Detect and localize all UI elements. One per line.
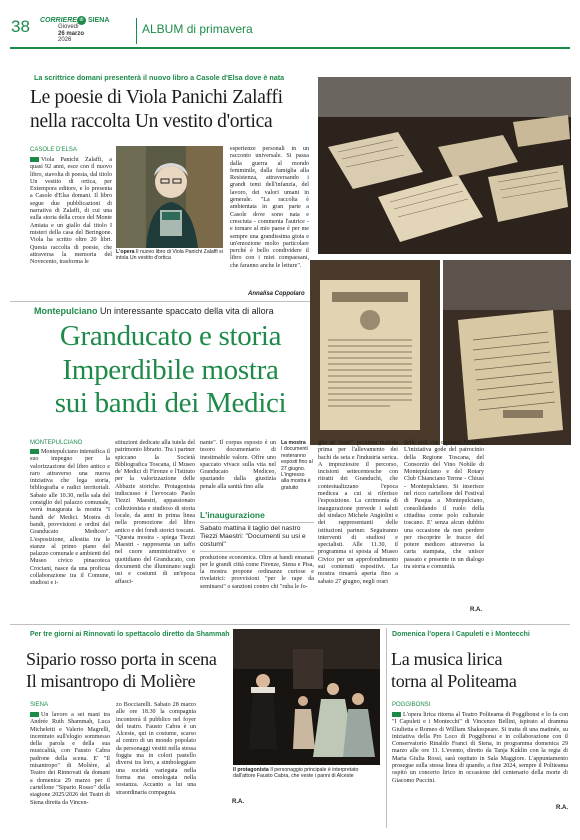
- lead-square-icon: [30, 157, 39, 162]
- section-album: ALBUM: [142, 22, 184, 36]
- article4-headline: [391, 648, 517, 692]
- divider-bottom: [10, 624, 570, 625]
- lead-square-icon: [30, 449, 39, 454]
- article2-headline-line3: sui bandi dei Medici: [54, 387, 287, 419]
- divider-article1: [10, 301, 310, 302]
- article1-headline-line2: nella raccolta Un vestito d'ortica: [30, 111, 273, 132]
- lead-square-icon: [30, 712, 39, 717]
- box-line1: Sabato mattina il taglio del nastro: [200, 524, 301, 532]
- article2-col1: Montepulciano intensifica il suo impegno per la valorizzazione del libro antico e raro attraverso una nuova iniziativa che lega storia, bibliografia e radici territoriali. Sabato alle 10.30, nella sala del consiglio del palazzo comunale, verrà inaugurata la mostra "I bandi de' Medici. Mostra di bandi, provvisioni e ordini del Granducato Mediceo". L'esposizione, allestita tra le stanze al primo piano del palazzo comunale e ambienti del Museo civico pinacoteca Crociani, nasce da una proficua collaborazione tra il Comune, studiosi e i-: [30, 449, 110, 587]
- article2-headline: [28, 320, 313, 421]
- article4-body: L'opera lirica ritorna al Teatro Politeama di Poggibonsi e lo fa con "I Capuleti e i Montecchi" di Vincenzo Bellini, ispirato al dramma Giulietta e Romeo di William Shakespeare. Si tratta di una matinée, su iniziativa della Pro Loco di Poggibonsi e in collaborazione con il Conservatorio Rinaldo Franci di Siena, in programma domenica 29 marzo alle ore 11. L'evento, diretto da Tanja Kuklin con la regia di Maria Giulia Rossi, sarà ospitato in Sala Maggiore. L'appuntamento prosegue sulla stessa linea di quando, a fine 2024, sempre il Politeama ospitò un concerto lirico in occasione del centenario della morte di Giacomo Puccini.: [392, 712, 568, 784]
- header-rule: [10, 47, 570, 49]
- weekday: Giovedì: [58, 24, 79, 30]
- article2-col5: delle sedi che ospitano l'evento. L'iniziativa gode del patrocinio della Regione Toscana, del Consorzio del Vino Nobile di Montepulciano e del Rotary Club Chianciano Terme - Chiusi - Montepulciano. Si inserisce nel ricco cartellone del Festival di Pasqua a Montepulciano, consolidando il ruolo della cittadina come polo culturale toscano. E' senza alcun dubbio una occasione da non perdere per riscoprire le tracce del potere mediceo attraverso la carta stampata, che unisce passato e presente in un dialogo tra storia e comunità.: [404, 440, 484, 571]
- article2-headline-line1: Granducato e storia: [59, 320, 282, 352]
- article2-kicker-text: Un interessante spaccato della vita di allora: [100, 306, 274, 316]
- article2-col3: nante". Il corpus esposto è un tesoro documentario di inestimabile valore. Offre uno spaccato vivace sulla vita nel Granducato Mediceo, spaziando dalla giustizia penale alla sanità fino alla: [200, 440, 276, 490]
- article4-headline-line1: La musica lirica: [391, 649, 503, 669]
- logo-siena-text: SIENA: [88, 17, 110, 24]
- portrait-illustration: [116, 146, 223, 248]
- caption-bold: La mostra: [281, 440, 306, 446]
- ancient-document-photo: [310, 260, 440, 445]
- document-illustration-1: [310, 260, 440, 445]
- portrait-photo: [116, 146, 223, 248]
- archive-books-photo: [318, 77, 571, 254]
- corriere-siena-logo: [40, 15, 130, 37]
- header-divider: [136, 18, 137, 44]
- article2-signature: R.A.: [470, 607, 482, 613]
- ancient-document-photo-2: [443, 260, 571, 445]
- box-line2: Tiezzi Maestri: "Documenti su usi e costumi": [200, 532, 306, 548]
- article2-headline-line2: Imperdibile mostra: [62, 353, 279, 386]
- article3-signature: R.A.: [232, 799, 244, 805]
- article4-signature: R.A.: [556, 805, 568, 811]
- article2-col4: glie de' mori", preziosa materia prima per l'allevamento dei bachi da seta e l'industria serica. A impreziosire il percorso, incisioni settecentesche con ritratti dei Granduchi, che contestualizzano l'epoca medicea a cui si riferisce l'esposizione. La cerimonia di inaugurazione prevede i saluti del sindaco Michele Angiolini e dei rappresentanti delle istituzioni partner. Seguiranno interventi di studiosi e specialisti. Alle 11.30, il programma si sposta al Museo Civico per un approfondimento sui contenuti espositivi. La mostra rimarrà aperta fino a sabato 27 giugno, negli orari: [318, 440, 398, 585]
- logo-corriere-text: CORRIERE: [40, 17, 77, 24]
- article3-col2: zo Bocciarelli. Sabato 28 marzo alle ore 18.30 la compagnia incontrerà il pubblico nel foyer del teatro. Fausto Cabra è un Alceste, qui in costume, scarso al centro di un mondo popolato da personaggi vestiti nella stessa foggia ma in colori pastello diversi tra loro, a simboleggiare una società variegata nella forma ma omologata nella sostanza. Accanto a lui una straordinaria compagnia.: [116, 702, 196, 796]
- article2-location: MONTEPULCIANO: [30, 440, 83, 446]
- archive-illustration: [318, 77, 571, 254]
- theater-illustration: [233, 629, 380, 765]
- box-body: produzione economica. Oltre ai bandi emanati per le grandi città come Firenze, Siena e Pisa, la mostra propone ordinanze curiose e rivelatrici: provvisioni "per le rape da seminarsi" o sanzioni contro chi "ruba le fo-: [200, 554, 314, 590]
- box-title: L'inaugurazione: [200, 510, 265, 520]
- article3-location: SIENA: [30, 702, 49, 708]
- caption-bold: L'opera: [116, 249, 135, 255]
- article2-kicker: [34, 306, 274, 316]
- article3-headline-line1: Sipario rosso porta in scena: [26, 649, 217, 669]
- article3-photo-caption: Il protagonista Il personaggio principale è interpretato dall'attore Fausto Cabra, che veste i panni di Alceste: [233, 767, 359, 780]
- vertical-divider-bottom: [386, 628, 387, 828]
- date-block: [58, 24, 84, 44]
- year: 2026: [58, 37, 72, 44]
- article1-signature: Annalisa Coppolaro: [248, 291, 305, 297]
- box-rule-bottom: [200, 551, 314, 552]
- article4-kicker: Domenica l'opera I Capuleti e i Montecchi: [392, 631, 530, 638]
- article1-col2: esperienze personali in un racconto universale. Si passa dalla guerra al mondo femminile, dalla famiglia alla Resistenza, attraversando i grandi temi dell'infanzia, del lavoro, dei valori umani in generale. "La raccolta è ambientata in gran parte a Casole dove sono nata e cresciuta - commenta l'autrice - e tornare al mio paese è per me sempre una grandissima gioia e un'emozione molto particolare perché è bello condividere il libro con i miei compaesani, che faranno anche le letture".: [230, 146, 309, 269]
- page-number: 38: [11, 17, 30, 36]
- article4-headline-line2: torna al Politeama: [391, 671, 517, 691]
- date: 26 marzo: [58, 30, 85, 37]
- logo-di-mark: di: [77, 16, 86, 25]
- document-illustration-2: [443, 260, 571, 445]
- article1-col1: Viola Panichi Zalaffi, a quasi 92 anni, esce con il nuovo libro, stavolta di poesia, dal titolo Un vestito di ortica, per Extempora editore, e lo presenta a Casole d'Elsa domani. Il libro segue due pubblicazioni di narrativa di Zalaffi, di cui una sulla storia della croce del Monte Amiata e un giallo dal titolo I misteri della casa del Beringone. Viola ha scritto oltre 20 libri. Questa raccolta di poesie, che attraversa la memoria del Novecento, trasforma le: [30, 157, 112, 266]
- theater-scene-photo: [233, 629, 380, 765]
- article1-photo-caption: L'opera Il nuovo libro di Viola Panichi Zalaffi si intola Un vestito d'ortica: [116, 249, 223, 262]
- inaugurazione-box: [200, 510, 314, 591]
- article3-col1: Un lavoro a sei mani tra Andrée Ruth Shammah, Luca Micheletti e Valerio Magrelli, incentrato sull'elogio sommesso della parola e della sua musicalità, con Fausto Cabra padrone della scena. E' "Il misantropo" di Molière, al Teatro dei Rinnovati da domani a domenica 29 marzo per il cartellone "Sipario Rosso" della stagione 2025/2026 dei Teatri di Siena diretta da Vincen-: [30, 712, 110, 806]
- article1-headline: [30, 86, 283, 134]
- article3-headline: [26, 648, 217, 692]
- article1-location: CASOLE D'ELSA: [30, 147, 77, 153]
- article3-headline-line2: Il misantropo di Molière: [26, 671, 196, 691]
- box-rule: [200, 522, 314, 523]
- article2-col2: stituzioni dedicate alla tutela del patrimonio librario. Tra i partner spiccano la Società Bibliografica Toscana, il Museo de' Medici di Firenze e l'Istituto per la valorizzazione delle Abbazie storiche. Protagonista indiscusso è l'avvocato Paolo Tiezzi Maestri, appassionato collezionista e studioso di storia locale, da anni in prima linea nella promozione del libro antico e dei fondi storici toscani. "Questa mostra - spiega Tiezzi Maestri - rappresenta un taffo nel cuore amministrativo e quotidiano del Granducato, con documenti che illuminano sugli usi e costumi di un'epoca affasci-: [115, 440, 195, 585]
- article2-location-kicker: Montepulciano: [34, 306, 98, 316]
- caption-bold: Il protagonista: [233, 767, 269, 773]
- article1-kicker: La scrittrice domani presenterà il nuovo libro a Casole d'Elsa dove è nata: [34, 73, 285, 82]
- article3-kicker: Per tre giorni ai Rinnovati lo spettacolo diretto da Shammah: [30, 631, 230, 638]
- article4-location: POGGIBONSI: [392, 702, 431, 708]
- section-title: [142, 22, 253, 36]
- article1-headline-line1: Le poesie di Viola Panichi Zalaffi: [30, 87, 283, 108]
- section-rest: di primavera: [186, 22, 253, 36]
- article2-caption: La mostra I documenti resteranno esposti fino al 27 giugno. L'ingresso alla mostra è gratuito: [281, 440, 313, 491]
- lead-square-icon: [392, 712, 401, 717]
